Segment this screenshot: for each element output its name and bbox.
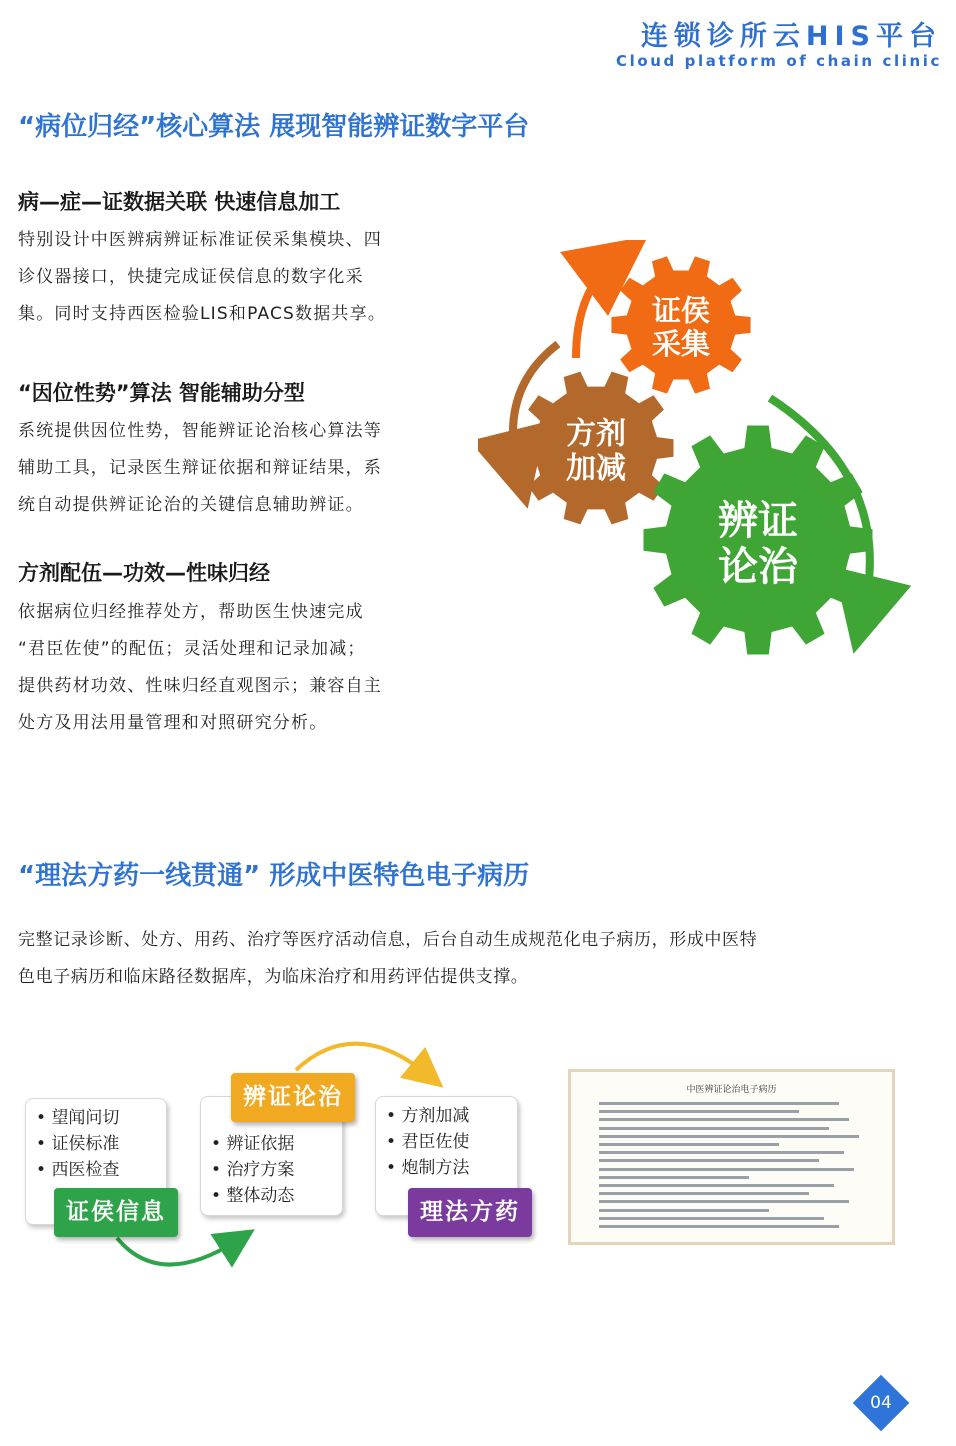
section-1-title: “病位归经”核心算法 展现智能辨证数字平台 (18, 112, 530, 142)
medical-record-title: 中医辨证论治电子病历 (686, 1085, 777, 1095)
medical-record-text-line (599, 1168, 854, 1171)
medical-record-text-line (599, 1110, 799, 1113)
gear-diagnosis-label: 辨证 (718, 498, 798, 544)
medical-record-text-line (599, 1135, 859, 1138)
card-prescription-item: • 方剂加减 (386, 1103, 517, 1129)
tag-prescription: 理法方药 (408, 1188, 532, 1237)
block-3-text (18, 594, 458, 742)
medical-record-text-line (599, 1176, 749, 1179)
yellow-curve-arrow-icon (296, 1044, 428, 1075)
medical-record-text-line (599, 1225, 839, 1228)
card-prescription-item: • 君臣佐使 (386, 1129, 517, 1155)
medical-record-text-line (599, 1102, 839, 1105)
gear-diagram (478, 240, 918, 660)
card-evidence-item: • 证侯标准 (36, 1131, 166, 1157)
medical-record-text-line (599, 1151, 844, 1154)
medical-record-text-line (599, 1217, 824, 1220)
medical-record-text-line (599, 1209, 769, 1212)
medical-record-text-line (599, 1184, 834, 1187)
medical-record-text-line (599, 1159, 819, 1162)
brand-title: 连锁诊所云HIS平台 (640, 21, 942, 52)
block-1-heading: 病—症—证数据关联 快速信息加工 (18, 190, 341, 214)
green-curve-arrow-icon (117, 1238, 238, 1265)
block-3-line: “君臣佐使”的配伍；灵活处理和记录加减； (18, 639, 366, 659)
block-3-heading: 方剂配伍—功效—性味归经 (18, 561, 270, 585)
gear-evidence-label: 采集 (651, 327, 711, 361)
tag-evidence: 证侯信息 (54, 1188, 178, 1237)
block-1-text (18, 222, 458, 333)
block-2-line: 系统提供因位性势，智能辨证论治核心算法等 (18, 421, 382, 441)
block-3-line: 处方及用法用量管理和对照研究分析。 (18, 713, 328, 733)
section-2-line: 完整记录诊断、处方、用药、治疗等医疗活动信息，后台自动生成规范化电子病历，形成中医特 (18, 930, 758, 950)
block-2-text (18, 413, 458, 524)
card-evidence-item: • 望闻问切 (36, 1105, 166, 1131)
medical-record-text-line (599, 1127, 829, 1130)
orange-arrow-icon (576, 260, 616, 358)
card-evidence-item: • 西医检查 (36, 1157, 166, 1183)
block-3-line: 提供药材功效、性味归经直观图示；兼容自主 (18, 676, 382, 696)
card-diagnosis-item: • 辨证依据 (211, 1131, 342, 1157)
gear-evidence-label: 证侯 (651, 293, 711, 328)
gear-prescription-label: 加减 (566, 451, 626, 486)
medical-record-text-line (599, 1143, 779, 1146)
page-number: 04 (870, 1393, 892, 1413)
medical-record-text-line (599, 1200, 849, 1203)
medical-record-text-line (599, 1192, 809, 1195)
brand-subtitle: Cloud platform of chain clinic (615, 52, 942, 70)
section-2-text (18, 922, 923, 996)
section-2-title: “理法方药一线贯通” 形成中医特色电子病历 (18, 861, 530, 891)
block-2-line: 辅助工具，记录医生辩证依据和辩证结果，系 (18, 458, 382, 478)
medical-record-text-line (599, 1118, 849, 1121)
section-2-line: 色电子病历和临床路径数据库，为临床治疗和用药评估提供支撑。 (18, 967, 529, 987)
block-1-line: 集。同时支持西医检验LIS和PACS数据共享。 (18, 304, 387, 324)
card-diagnosis-item: • 整体动态 (211, 1183, 342, 1209)
block-2-line: 统自动提供辨证论治的关键信息辅助辨证。 (18, 495, 364, 515)
gear-diagnosis-label: 论治 (718, 544, 798, 590)
block-3-line: 依据病位归经推荐处方，帮助医生快速完成 (18, 602, 364, 622)
medical-record-thumbnail (568, 1069, 895, 1245)
card-diagnosis-item: • 治疗方案 (211, 1157, 342, 1183)
card-prescription-item: • 炮制方法 (386, 1155, 517, 1181)
block-1-line: 诊仪器接口，快捷完成证侯信息的数字化采 (18, 267, 364, 287)
tag-diagnosis: 辨证论治 (231, 1073, 355, 1122)
block-2-heading: “因位性势”算法 智能辅助分型 (18, 381, 305, 405)
block-1-line: 特别设计中医辨病辨证标准证侯采集模块、四 (18, 230, 382, 250)
gear-prescription-label: 方剂 (566, 416, 626, 452)
